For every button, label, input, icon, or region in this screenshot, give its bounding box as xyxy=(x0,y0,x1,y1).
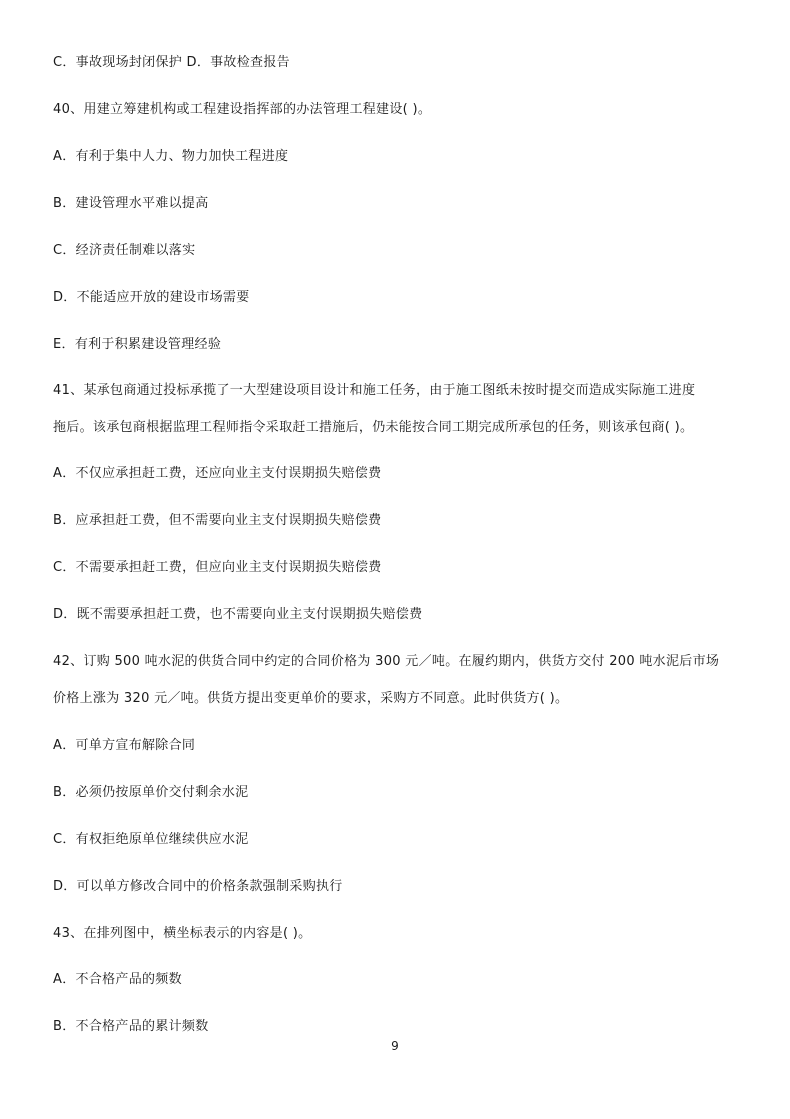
option-line: A．不仅应承担赶工费，还应向业主支付误期损失赔偿费 xyxy=(53,466,382,481)
option-line: D．不能适应开放的建设市场需要 xyxy=(53,290,250,305)
option-line: A．有利于集中人力、物力加快工程进度 xyxy=(53,149,289,164)
question-line: 40、用建立筹建机构或工程建设指挥部的办法管理工程建设( )。 xyxy=(53,102,432,117)
option-line: B．必须仍按原单价交付剩余水泥 xyxy=(53,785,249,800)
option-line: C．经济责任制难以落实 xyxy=(53,243,196,258)
option-line: B．不合格产品的累计频数 xyxy=(53,1019,209,1034)
option-line: B．应承担赶工费，但不需要向业主支付误期损失赔偿费 xyxy=(53,513,382,528)
option-line: D．既不需要承担赶工费，也不需要向业主支付误期损失赔偿费 xyxy=(53,607,423,622)
question-line: 41、某承包商通过投标承揽了一大型建设项目设计和施工任务，由于施工图纸未按时提交而造成实际施工进度 xyxy=(53,383,696,398)
option-line: A．可单方宣布解除合同 xyxy=(53,738,196,753)
question-line: 43、在排列图中，横坐标表示的内容是( )。 xyxy=(53,926,312,941)
option-line: D．可以单方修改合同中的价格条款强制采购执行 xyxy=(53,879,343,894)
option-line: C．不需要承担赶工费，但应向业主支付误期损失赔偿费 xyxy=(53,560,382,575)
option-line: C．事故现场封闭保护 D．事故检查报告 xyxy=(53,55,290,70)
question-line: 拖后。该承包商根据监理工程师指令采取赶工措施后，仍未能按合同工期完成所承包的任务，则该承包商( )。 xyxy=(53,420,694,435)
option-line: B．建设管理水平难以提高 xyxy=(53,196,209,211)
page-number: 9 xyxy=(391,1039,399,1053)
question-line: 42、订购 500 吨水泥的供货合同中约定的合同价格为 300 元／吨。在履约期内，供货方交付 200 吨水泥后市场 xyxy=(53,654,720,669)
option-line: A．不合格产品的频数 xyxy=(53,972,182,987)
option-line: C．有权拒绝原单位继续供应水泥 xyxy=(53,832,249,847)
question-line: 价格上涨为 320 元／吨。供货方提出变更单价的要求，采购方不同意。此时供货方( )。 xyxy=(53,691,569,706)
option-line: E．有利于积累建设管理经验 xyxy=(53,337,222,352)
